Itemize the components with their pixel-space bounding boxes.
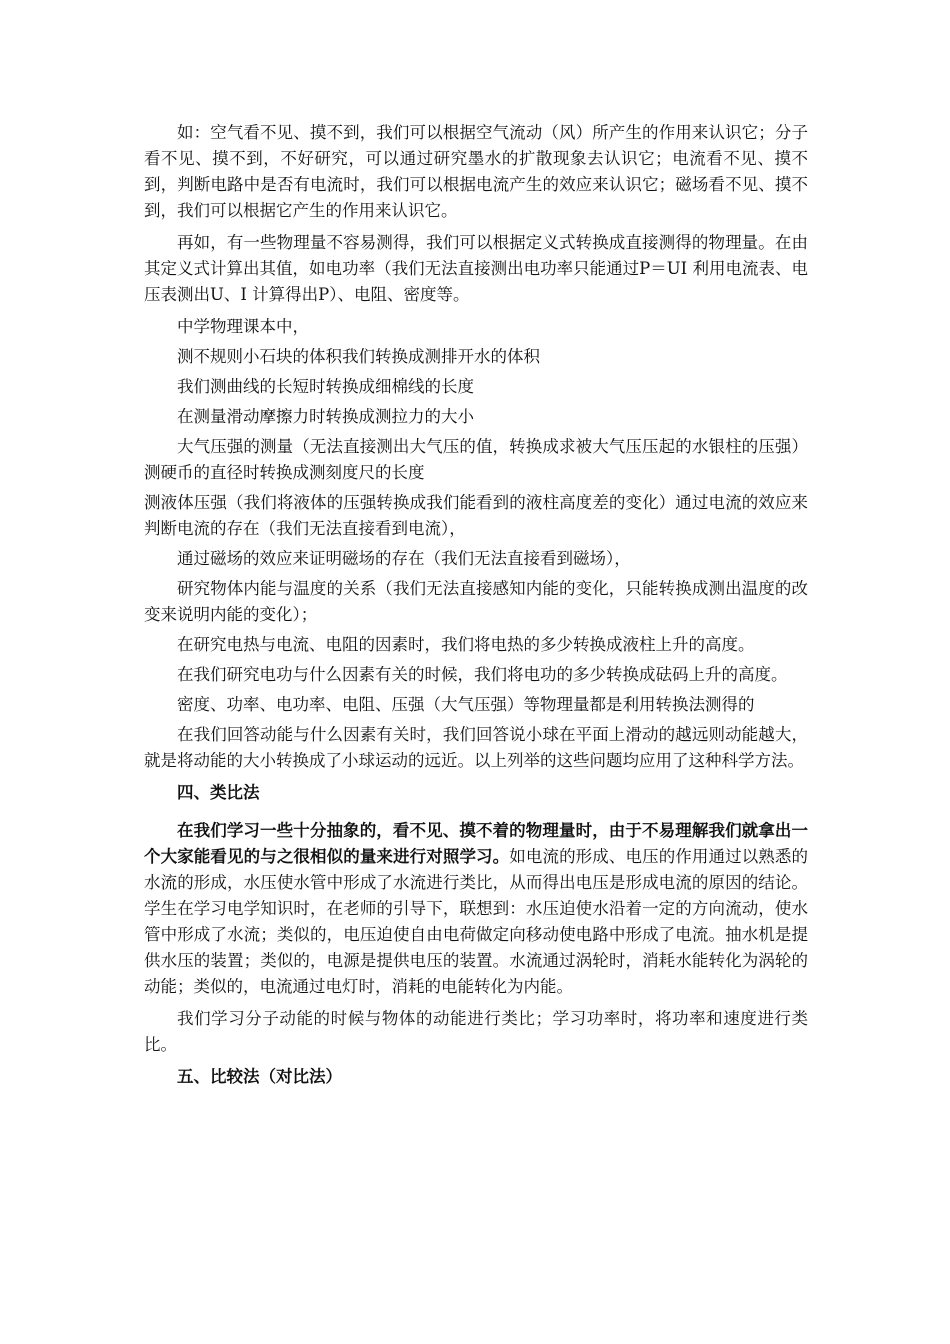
paragraph-atmospheric-pressure: 大气压强的测量（无法直接测出大气压的值，转换成求被大气压压起的水银柱的压强）测硬币的直径时转换成测刻度尺的长度 (144, 437, 808, 482)
paragraph-conversion-quantities: 密度、功率、电功率、电阻、压强（大气压强）等物理量都是利用转换法测得的 (177, 695, 755, 714)
paragraph-kinetic-energy: 在我们回答动能与什么因素有关时，我们回答说小球在平面上滑动的越远则动能越大，就是将动能的大小转换成了小球运动的远近。以上列举的这些问题均应用了这种科学方法。 (144, 725, 808, 770)
paragraph-liquid-pressure: 测液体压强（我们将液体的压强转换成我们能看到的液柱高度差的变化）通过电流的效应来判断电流的存在（我们无法直接看到电流）， (144, 493, 808, 538)
paragraph-analogy-intro (144, 818, 808, 1000)
paragraph-textbook-intro: 中学物理课本中， (177, 317, 309, 336)
paragraph-examples-unseen: 如：空气看不见、摸不到，我们可以根据空气流动（风）所产生的作用来认识它；分子看不见、摸不到，不好研究，可以通过研究墨水的扩散现象去认识它；电流看不见、摸不到，判断电路中是否有电流时，我们可以根据电流产生的效应来认识它；磁场看不见、摸不到，我们可以根据它产生的作用来认识它。 (144, 123, 808, 220)
document-page (144, 120, 808, 1102)
paragraph-internal-energy: 研究物体内能与温度的关系（我们无法直接感知内能的变化，只能转换成测出温度的改变来说明内能的变化）； (144, 579, 808, 624)
paragraph-analogy-examples: 我们学习分子动能的时候与物体的动能进行类比；学习功率时，将功率和速度进行类比。 (144, 1009, 808, 1054)
section-heading-analogy: 四、类比法 (177, 783, 260, 802)
paragraph-stone-volume: 测不规则小石块的体积我们转换成测排开水的体积 (177, 347, 540, 366)
analogy-intro-rest: 如电流的形成、电压的作用通过以熟悉的水流的形成，水压使水管中形成了水流进行类比，从而得出电压是形成电流的原因的结论。学生在学习电学知识时，在老师的引导下，联想到：水压迫使水沿着一定的方向流动，使水管中形成了水流；类似的，电压迫使自由电荷做定向移动使电路中形成了电流。抽水机是提供水压的装置；类似的，电源是提供电压的装置。水流通过涡轮时，消耗水能转化为涡轮的动能；类似的，电流通过电灯时，消耗的电能转化为内能。 (144, 847, 809, 996)
analogy-intro-bold: 在我们学习一些十分抽象的，看不见、摸不着的物理量时，由于不易理解我们就拿出一个大家能看见的与之很相似的量来进行对照学习。 (144, 821, 808, 866)
paragraph-electric-heat: 在研究电热与电流、电阻的因素时，我们将电热的多少转换成液柱上升的高度。 (177, 635, 755, 654)
paragraph-curve-length: 我们测曲线的长短时转换成细棉线的长度 (177, 377, 474, 396)
section-heading-comparison: 五、比较法（对比法） (177, 1067, 342, 1086)
paragraph-electric-work: 在我们研究电功与什么因素有关的时候，我们将电功的多少转换成砝码上升的高度。 (177, 665, 788, 684)
paragraph-friction: 在测量滑动摩擦力时转换成测拉力的大小 (177, 407, 474, 426)
paragraph-hard-to-measure: 再如，有一些物理量不容易测得，我们可以根据定义式转换成直接测得的物理量。在由其定义式计算出其值，如电功率（我们无法直接测出电功率只能通过P＝UI 利用电流表、电压表测出U、I 计算得出P）、电阻、密度等。 (144, 233, 808, 304)
paragraph-magnetic-field: 通过磁场的效应来证明磁场的存在（我们无法直接看到磁场）， (177, 549, 631, 568)
